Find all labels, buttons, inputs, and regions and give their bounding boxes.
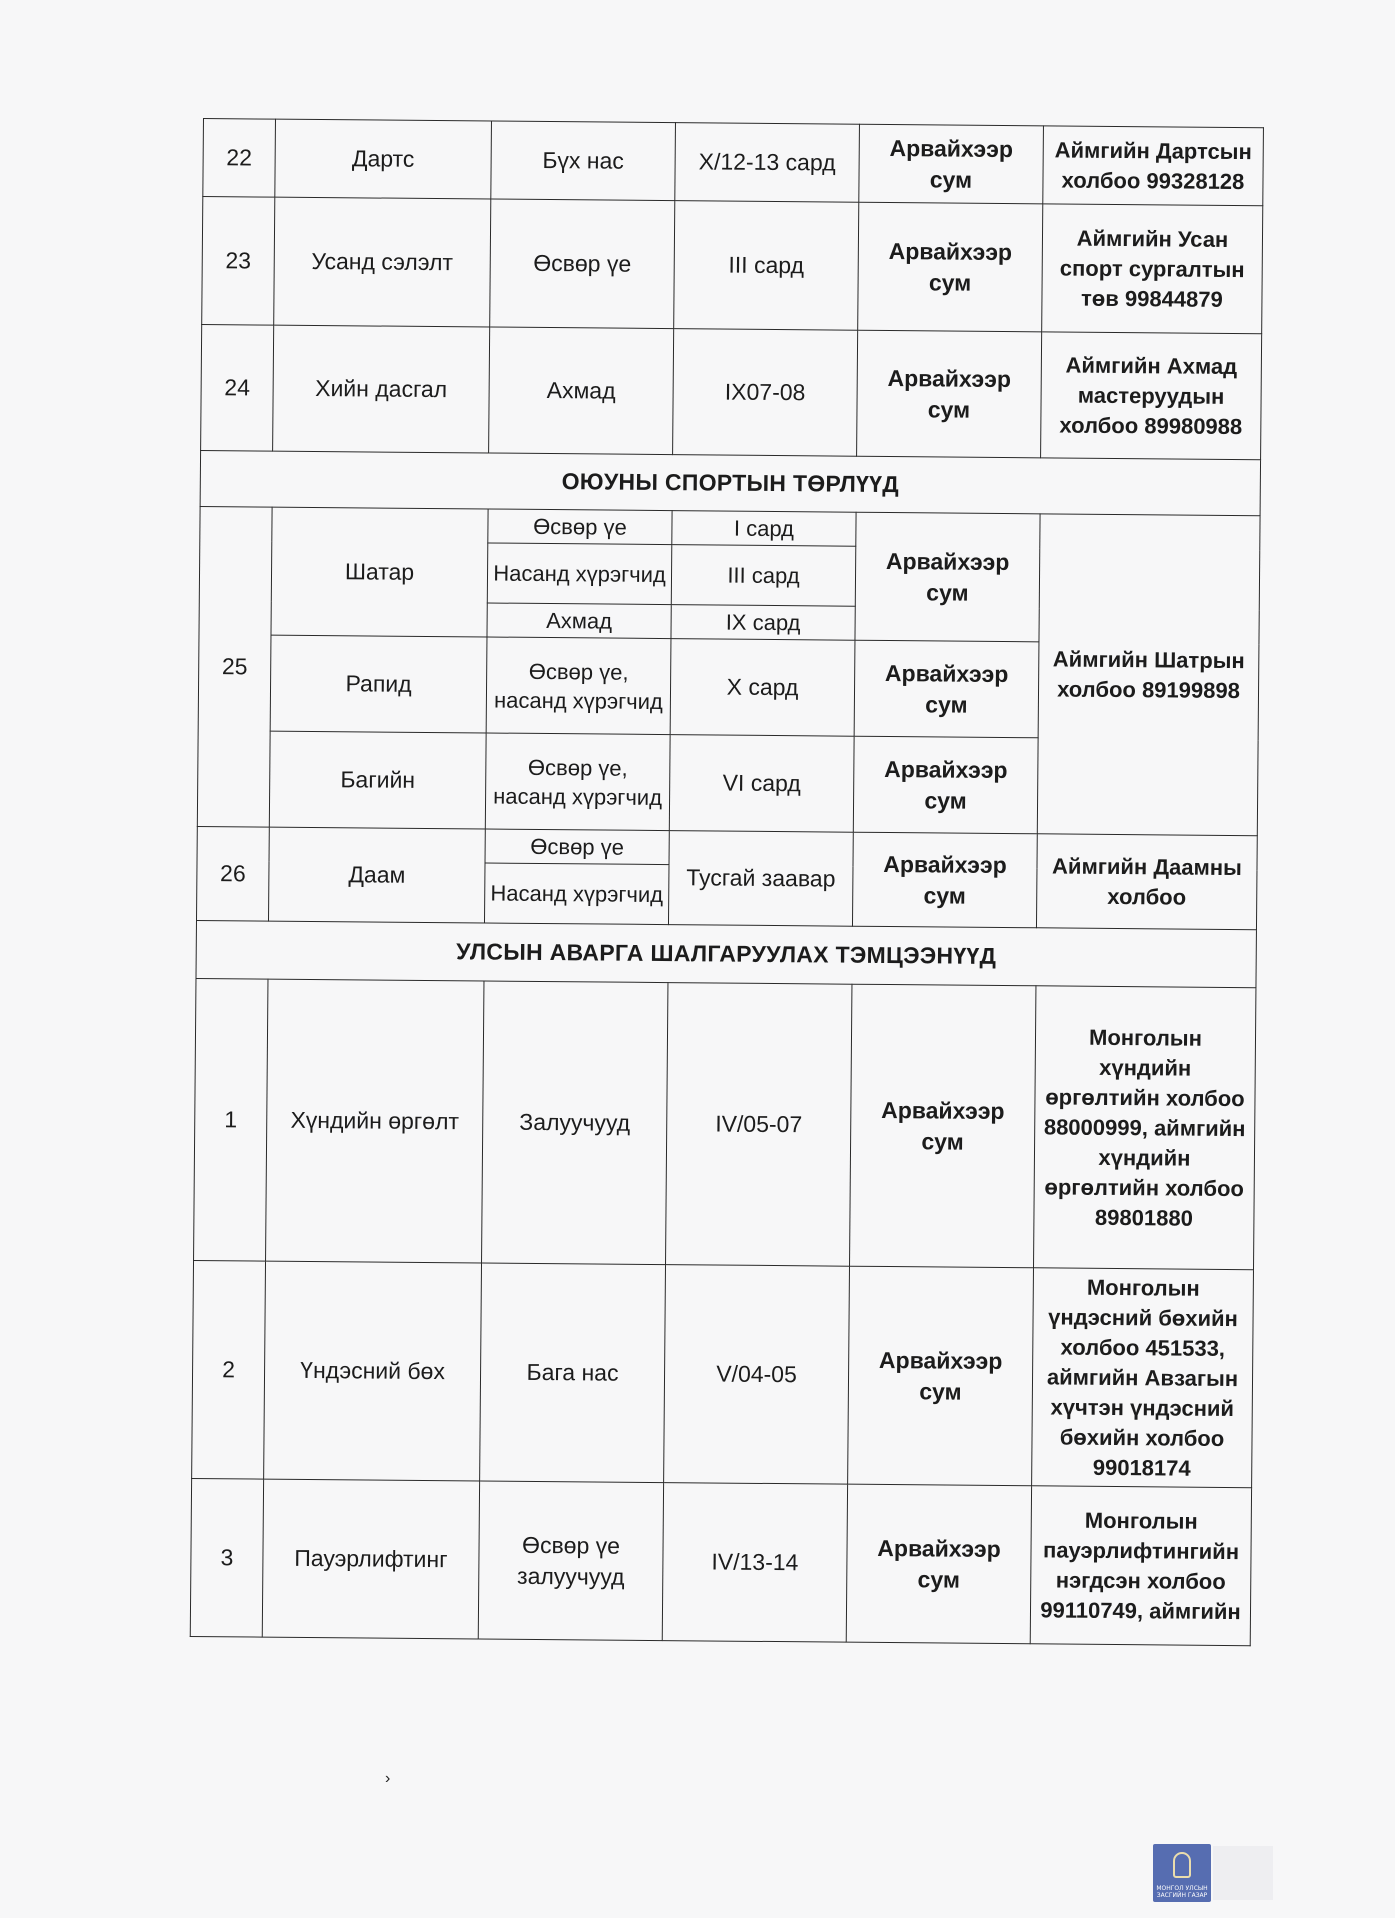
row-number: 2 (192, 1260, 266, 1479)
event-location: Арвайхээр сум (848, 1266, 1034, 1486)
age-group: Бүх нас (491, 121, 676, 201)
section-heading-mind-sports: ОЮУНЫ СПОРТЫН ТӨРЛҮҮД (200, 450, 1260, 515)
soyombo-emblem-icon (1173, 1852, 1191, 1878)
organizer: Монголын пауэрлифтингийн нэгдсэн холбоо 99110749, аймгийн (1030, 1486, 1251, 1646)
sport-name: Рапид (270, 635, 487, 733)
event-date: III сард (671, 545, 856, 607)
sports-schedule-table (190, 118, 1264, 1646)
seal-shadow (1213, 1846, 1273, 1900)
organizer: Монголын үндэсний бөхийн холбоо 451533, аймгийн Авзагын хүчтэн үндэсний бөхийн холбоо 99018174 (1032, 1268, 1254, 1488)
sport-name: Даам (268, 827, 485, 923)
table-row (203, 119, 1264, 206)
event-location: Арвайхээр сум (852, 832, 1037, 928)
event-location: Арвайхээр сум (850, 984, 1036, 1268)
event-location: Арвайхээр сум (858, 202, 1043, 332)
sport-name: Пауэрлифтинг (262, 1479, 479, 1639)
event-date: IV/13-14 (662, 1483, 847, 1643)
age-group: Өсвөр үе (488, 509, 672, 545)
event-date: IX07-08 (673, 329, 858, 457)
event-date: Тусгай заавар (668, 831, 853, 927)
section-row (196, 920, 1256, 987)
event-date: IX сард (671, 605, 855, 641)
age-group: Насанд хүрэгчид (487, 543, 672, 605)
row-number: 25 (197, 506, 272, 827)
table-row (192, 1260, 1254, 1487)
sport-name: Шатар (271, 507, 488, 637)
event-date: I сард (672, 511, 856, 547)
age-group: Насанд хүрэгчид (484, 863, 669, 925)
event-date: IV/05-07 (666, 983, 852, 1267)
event-date: X сард (670, 639, 855, 737)
sport-name: Үндэсний бөх (264, 1261, 482, 1481)
event-location: Арвайхээр сум (855, 512, 1040, 642)
organizer: Аймгийн Шатрын холбоо 89199898 (1037, 514, 1260, 836)
event-date: III сард (674, 201, 859, 331)
sport-name: Усанд сэлэлт (274, 197, 491, 327)
age-group: Өсвөр үе (490, 199, 675, 329)
age-group: Өсвөр үе залуучууд (478, 1481, 663, 1641)
table-row (202, 197, 1263, 334)
event-date: VI сард (669, 735, 854, 833)
age-group: Ахмад (489, 327, 674, 455)
age-group: Залуучууд (482, 981, 668, 1265)
organizer: Монголын хүндийн өргөлтийн холбоо 88000999, аймгийн хүндийн өргөлтийн холбоо 89801880 (1033, 986, 1255, 1270)
event-location: Арвайхээр сум (857, 330, 1042, 458)
stray-ink-mark: › (385, 1770, 391, 1787)
table-row (194, 978, 1256, 1269)
sport-name: Хүндийн өргөлт (266, 979, 484, 1263)
sport-name: Хийн дасгал (273, 325, 490, 453)
table-row (190, 1478, 1251, 1645)
age-group: Өсвөр үе, насанд хүрэгчид (486, 637, 671, 735)
section-row (200, 450, 1260, 515)
section-heading-national-championships: УЛСЫН АВАРГА ШАЛГАРУУЛАХ ТЭМЦЭЭНҮҮД (196, 920, 1256, 987)
organizer: Аймгийн Даамны холбоо (1036, 834, 1257, 930)
table-row (201, 324, 1262, 459)
row-number: 23 (202, 197, 275, 326)
event-location: Арвайхээр сум (859, 124, 1044, 204)
row-number: 26 (196, 826, 269, 921)
row-number: 3 (190, 1478, 263, 1637)
event-date: X/12-13 сард (675, 123, 860, 203)
seal-label: МОНГОЛ УЛСЫН ЗАСГИЙН ГАЗАР (1156, 1885, 1208, 1899)
row-number: 22 (203, 119, 276, 198)
row-number: 1 (194, 978, 268, 1261)
event-location: Арвайхээр сум (854, 640, 1039, 738)
age-group: Өсвөр үе (485, 829, 669, 865)
government-seal-logo (1153, 1844, 1211, 1902)
age-group: Ахмад (487, 603, 671, 639)
row-number: 24 (201, 324, 274, 451)
organizer: Аймгийн Ахмад мастеруудын холбоо 89980988 (1041, 332, 1262, 460)
age-group: Өсвөр үе, насанд хүрэгчид (485, 733, 670, 831)
sport-name: Дартс (275, 119, 492, 199)
organizer: Аймгийн Усан спорт сургалтын төв 99844879 (1042, 204, 1263, 334)
age-group: Бага нас (480, 1263, 666, 1483)
organizer: Аймгийн Дартсын холбоо 99328128 (1043, 126, 1264, 206)
event-date: V/04-05 (664, 1265, 850, 1485)
event-location: Арвайхээр сум (846, 1484, 1031, 1644)
sport-name: Багийн (269, 731, 486, 829)
event-location: Арвайхээр сум (853, 736, 1038, 834)
